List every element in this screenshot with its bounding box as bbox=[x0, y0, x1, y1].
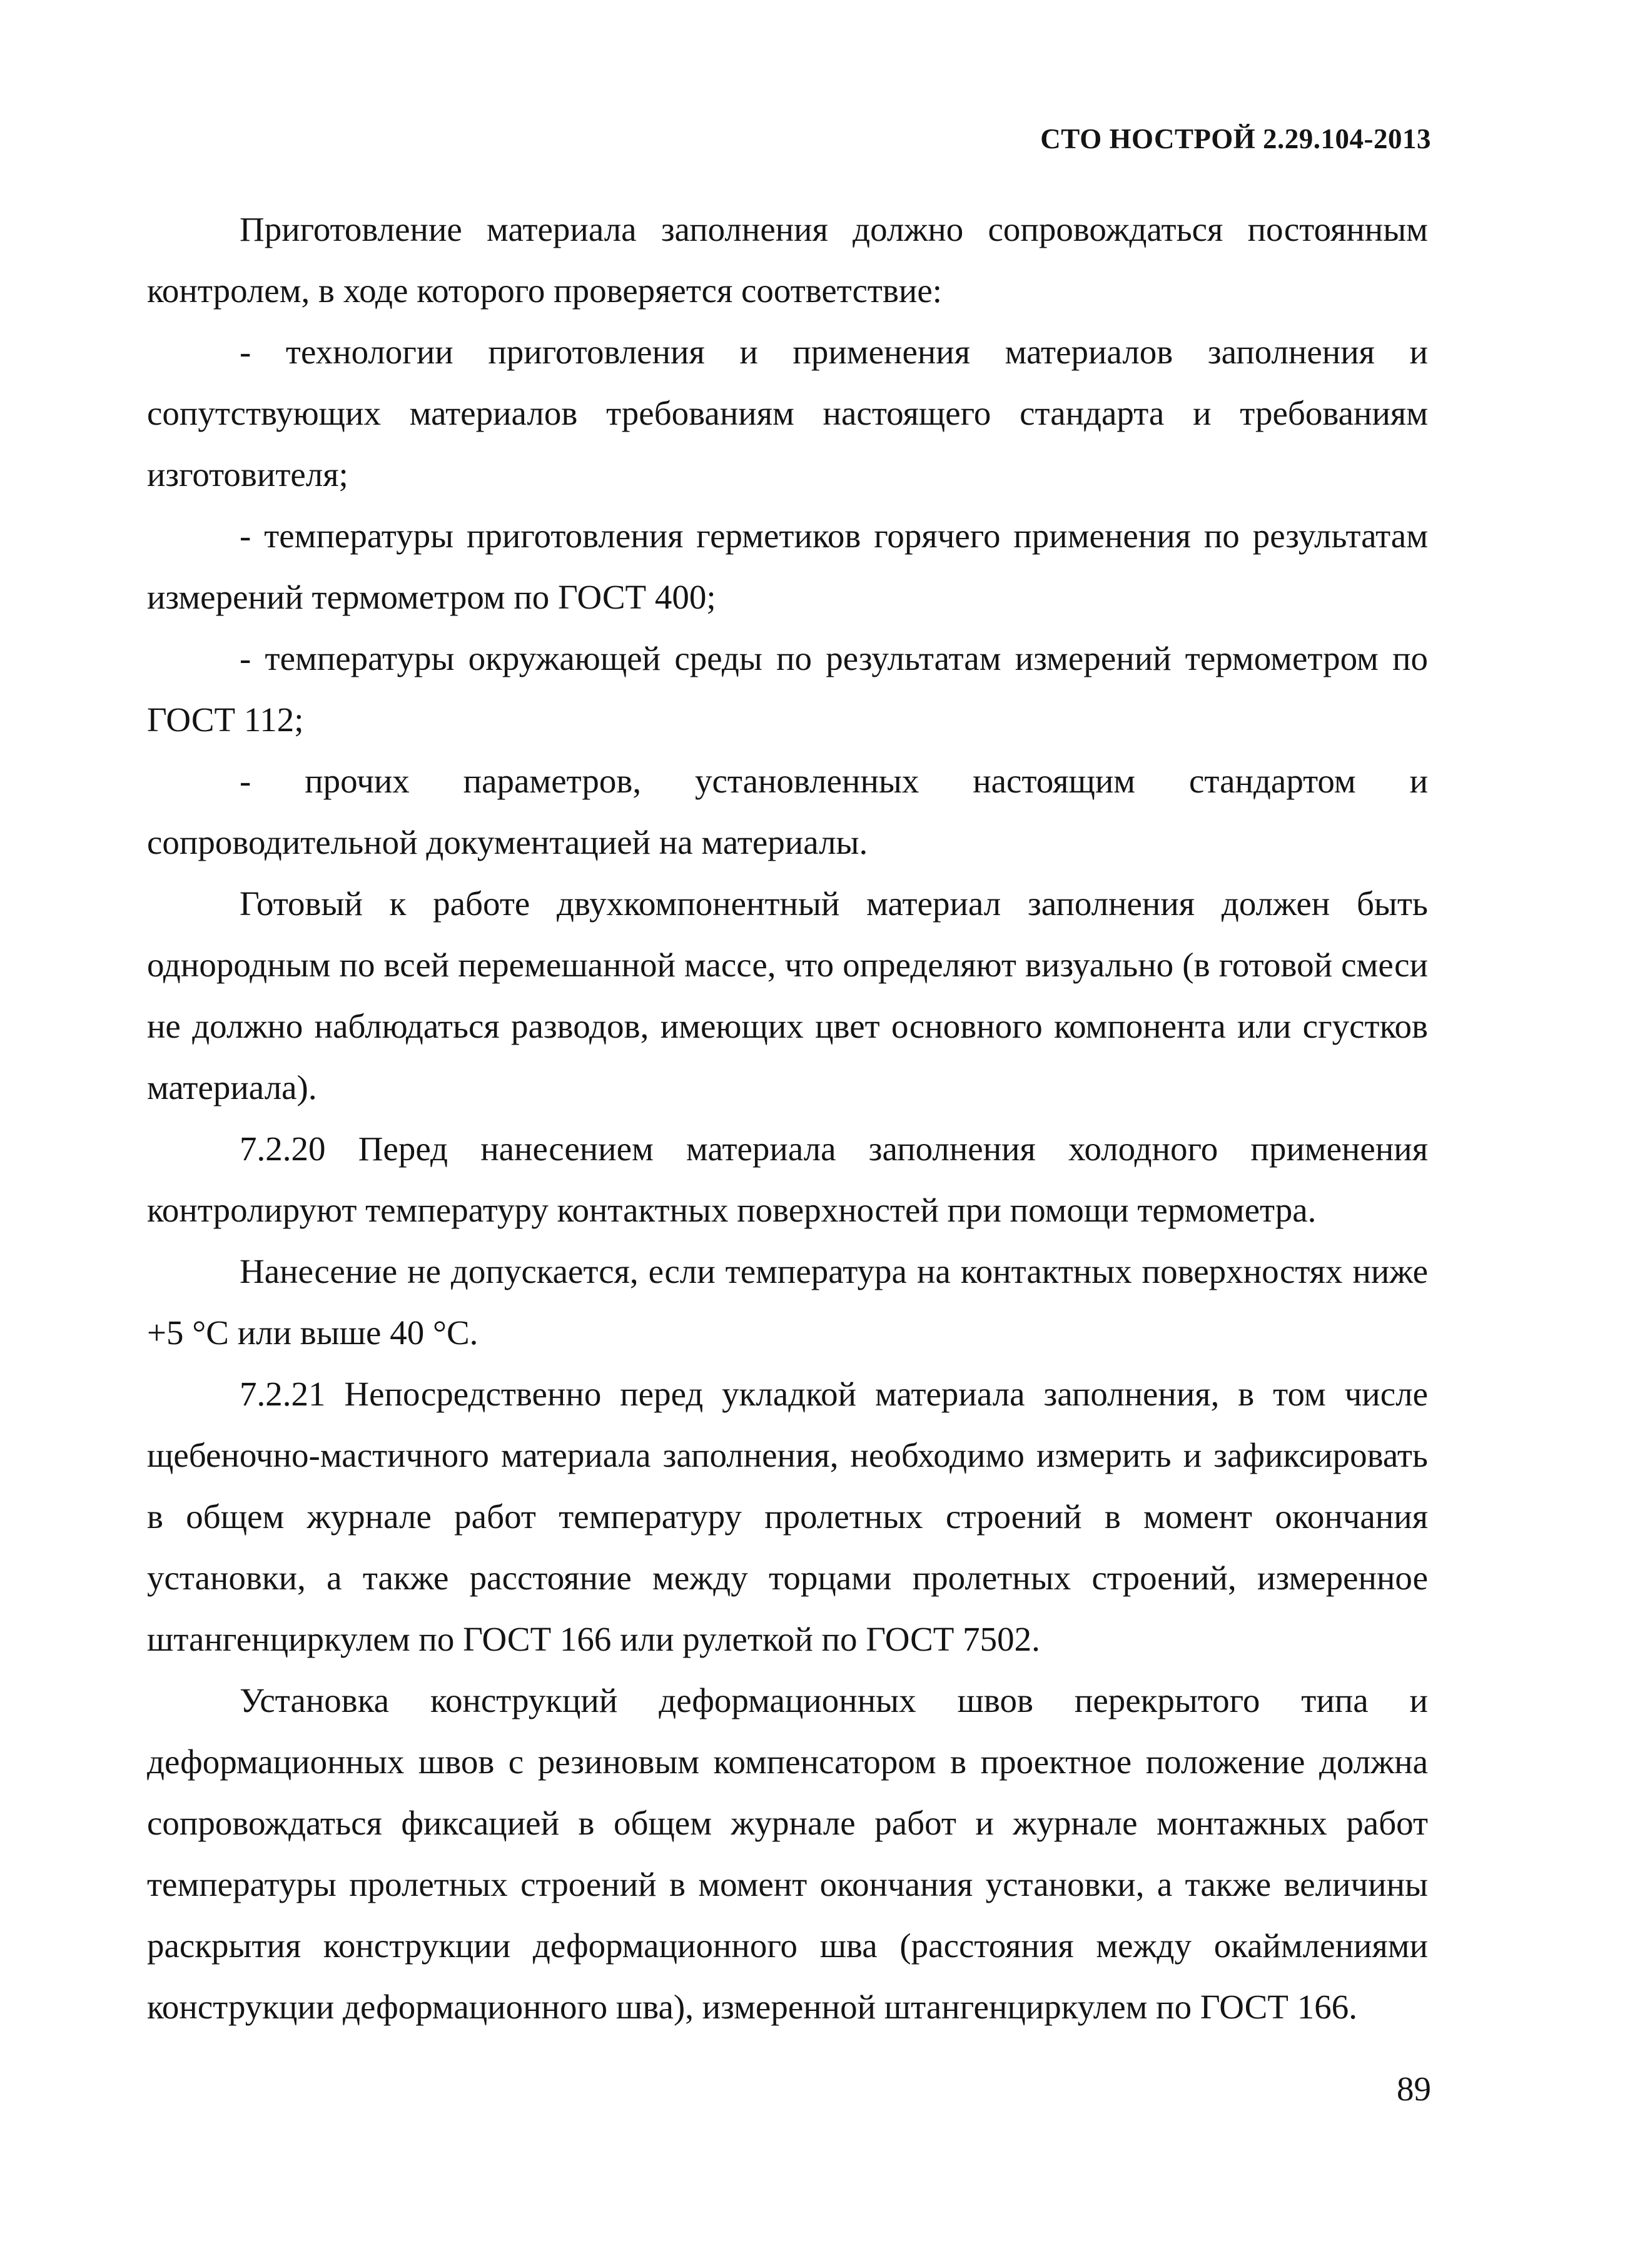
paragraph-7-2-20: 7.2.20 Перед нанесением материала заполнения холодного применения контролируют температуру контактных поверхностей при помощи термометра. bbox=[147, 1130, 1428, 1229]
list-item-technology: - технологии приготовления и применения материалов заполнения и сопутствующих материалов требованиям настоящего стандарта и требованиям изготовителя; bbox=[147, 333, 1428, 494]
list-item-sealant-temperature: - температуры приготовления герметиков горячего применения по результатам измерений термометром по ГОСТ 400; bbox=[147, 517, 1428, 616]
paragraph-application-temperature: Нанесение не допускается, если температура на контактных поверхностях ниже +5 °С или выше 40 °С. bbox=[147, 1252, 1428, 1352]
page-number: 89 bbox=[1397, 2070, 1431, 2108]
list-item-other-parameters: - прочих параметров, установленных настоящим стандартом и сопроводительной документацией на материалы. bbox=[147, 762, 1428, 861]
body-text bbox=[147, 199, 1428, 2038]
document-code-header: СТО НОСТРОЙ 2.29.104-2013 bbox=[1040, 123, 1431, 154]
list-item-ambient-temperature: - температуры окружающей среды по результатам измерений термометром по ГОСТ 112; bbox=[147, 639, 1428, 739]
paragraph-two-component-material: Готовый к работе двухкомпонентный материал заполнения должен быть однородным по всей перемешанной массе, что определяют визуально (в готовой смеси не должно наблюдаться разводов, имеющих цвет основного компонента или сгустков материала). bbox=[147, 884, 1428, 1106]
paragraph-7-2-21: 7.2.21 Непосредственно перед укладкой материала заполнения, в том числе щебеночно-мастичного материала заполнения, необходимо измерить и зафиксировать в общем журнале работ температуру пролетных строений в момент окончания установки, а также расстояние между торцами пролетных строений, измеренное штангенциркулем по ГОСТ 166 или рулеткой по ГОСТ 7502. bbox=[147, 1375, 1428, 1658]
paragraph-preparation-control: Приготовление материала заполнения должно сопровождаться постоянным контролем, в ходе которого проверяется соответствие: bbox=[147, 210, 1428, 310]
paragraph-joint-installation: Установка конструкций деформационных швов перекрытого типа и деформационных швов с резиновым компенсатором в проектное положение должна сопровождаться фиксацией в общем журнале работ и журнале монтажных работ температуры пролетных строений в момент окончания установки, а также величины раскрытия конструкции деформационного шва (расстояния между окаймлениями конструкции деформационного шва), измеренной штангенциркулем по ГОСТ 166. bbox=[147, 1681, 1428, 2026]
